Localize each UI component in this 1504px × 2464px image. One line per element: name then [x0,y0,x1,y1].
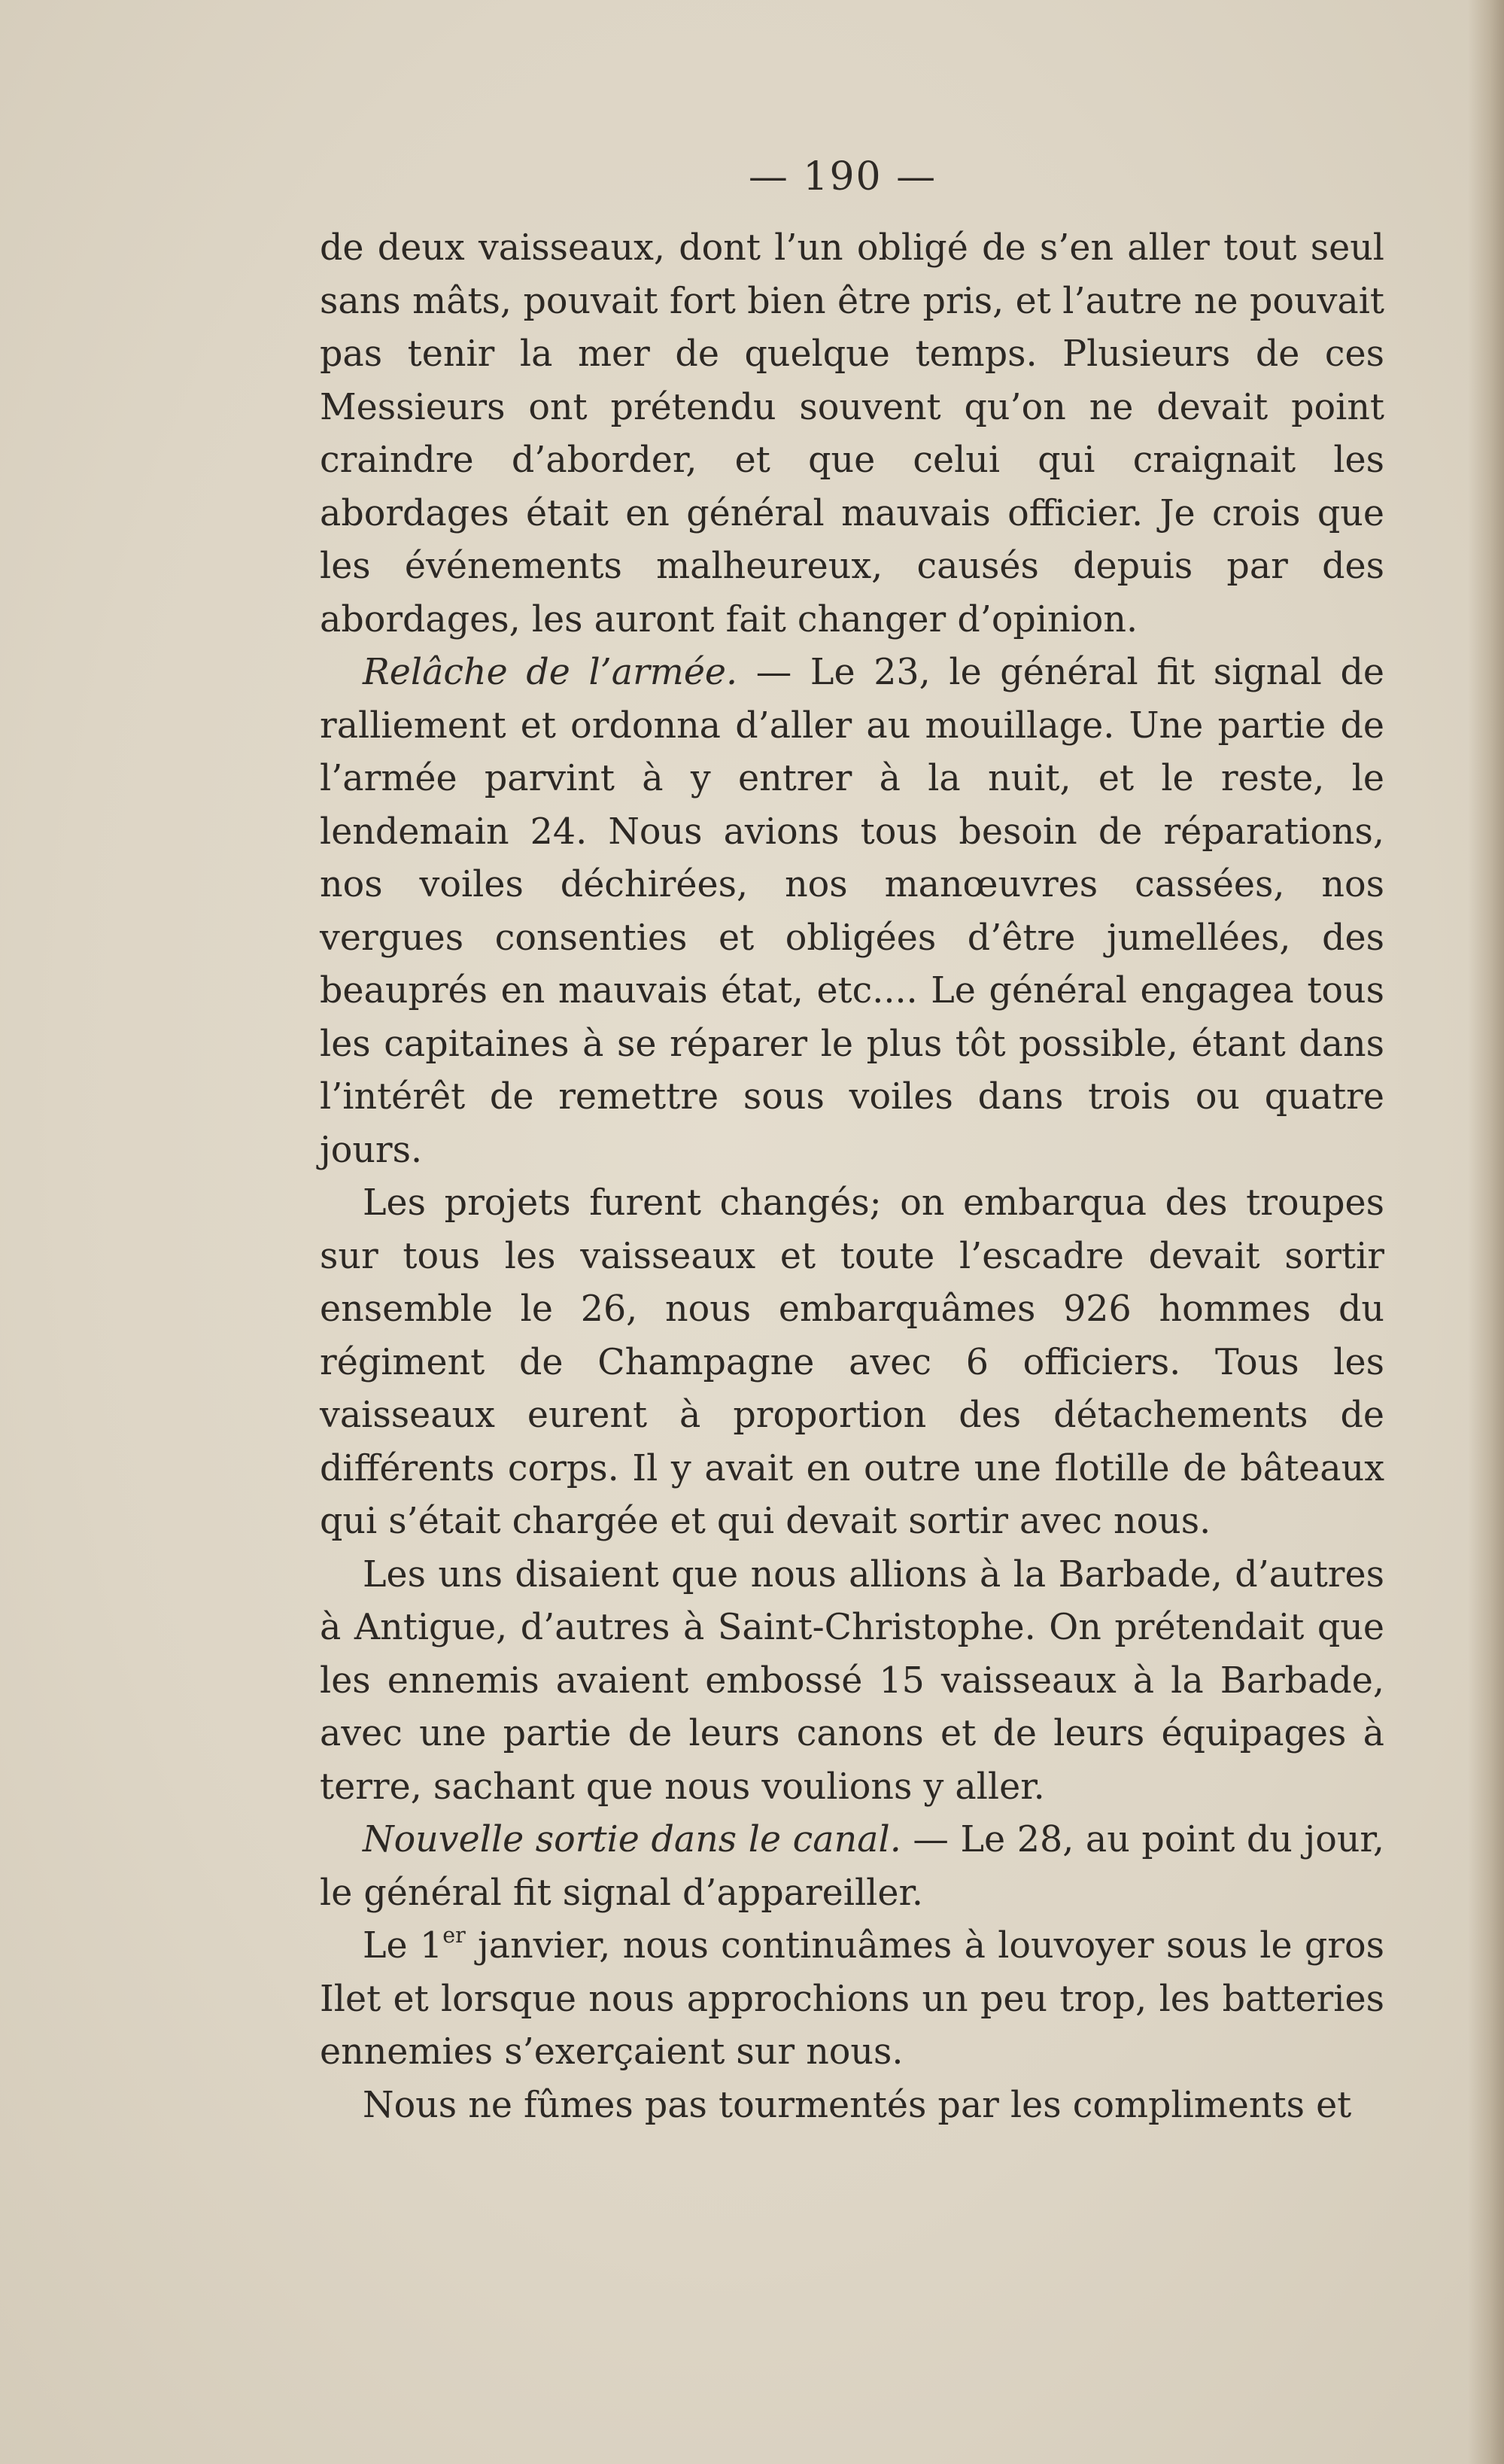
paragraph-5 [320,1814,1384,1920]
page-number: — 190 — [748,154,937,199]
paragraph-text: Les projets furent changés; on embarqua des troupes sur tous les vaisseaux et toute l’escadre devait sortir ensemble le 26, nous embarquâmes 926 hommes du régiment de Champagne avec 6 officiers. Tous les vaisseaux eurent à proportion des détachements de différents corps. Il y avait en outre une flotille de bâteaux qui s’était chargée et qui devait sortir avec nous. [320,1182,1384,1542]
paragraph-text: — Le 28, au point du jour, le général fit signal d’appareiller. [320,1819,1384,1914]
paragraph-text: Les uns disaient que nous allions à la Barbade, d’autres à Antigue, d’autres à Saint-Christophe. On prétendait que les ennemis avaient embossé 15 vaisseaux à la Barbade, avec une partie de leurs canons et de leurs équipages à terre, sachant que nous voulions y aller. [320,1553,1384,1808]
ordinal-superscript: er [442,1923,466,1948]
paragraph-2 [320,646,1384,1177]
paragraph-text: de deux vaisseaux, dont l’un obligé de s’en aller tout seul sans mâts, pouvait fort bien être pris, et l’autre ne pouvait pas tenir la mer de quelque temps. Plusieurs de ces Messieurs ont prétendu souvent qu’on ne devait point craindre d’aborder, et que celui qui craignait les abordages était en général mauvais officier. Je crois que les événements malheureux, causés depuis par des abordages, les auront fait changer d’opinion. [320,227,1384,640]
paragraph-text: Nous ne fûmes pas tourmentés par les compliments et [363,2084,1352,2126]
paragraph-4 [320,1549,1384,1815]
body-text [320,222,1384,2132]
paragraph-text: janvier, nous continuâmes à louvoyer sous le gros Ilet et lorsque nous approchions un peu trop, les batteries ennemies s’exerçaient sur nous. [320,1925,1384,2073]
paragraph-1 [320,222,1384,646]
section-heading-nouvelle-sortie: Nouvelle sortie dans le canal. [363,1819,901,1860]
page-gutter-shadow [1468,0,1504,2464]
paragraph-7 [320,2079,1384,2133]
section-heading-relache: Relâche de l’armée. [363,652,738,693]
paragraph-3 [320,1177,1384,1549]
paragraph-lead: Le 1 [363,1925,443,1967]
paragraph-text: — Le 23, le général fit signal de ralliement et ordonna d’aller au mouillage. Une partie de l’armée parvint à y entrer à la nuit, et le reste, le lendemain 24. Nous avions tous besoin de réparations, nos voiles déchirées, nos manœuvres cassées, nos vergues consenties et obligées d’être jumellées, des beauprés en mauvais état, etc.... Le général engagea tous les capitaines à se réparer le plus tôt possible, étant dans l’intérêt de remettre sous voiles dans trois ou quatre jours. [320,652,1384,1171]
paragraph-6 [320,1920,1384,2079]
